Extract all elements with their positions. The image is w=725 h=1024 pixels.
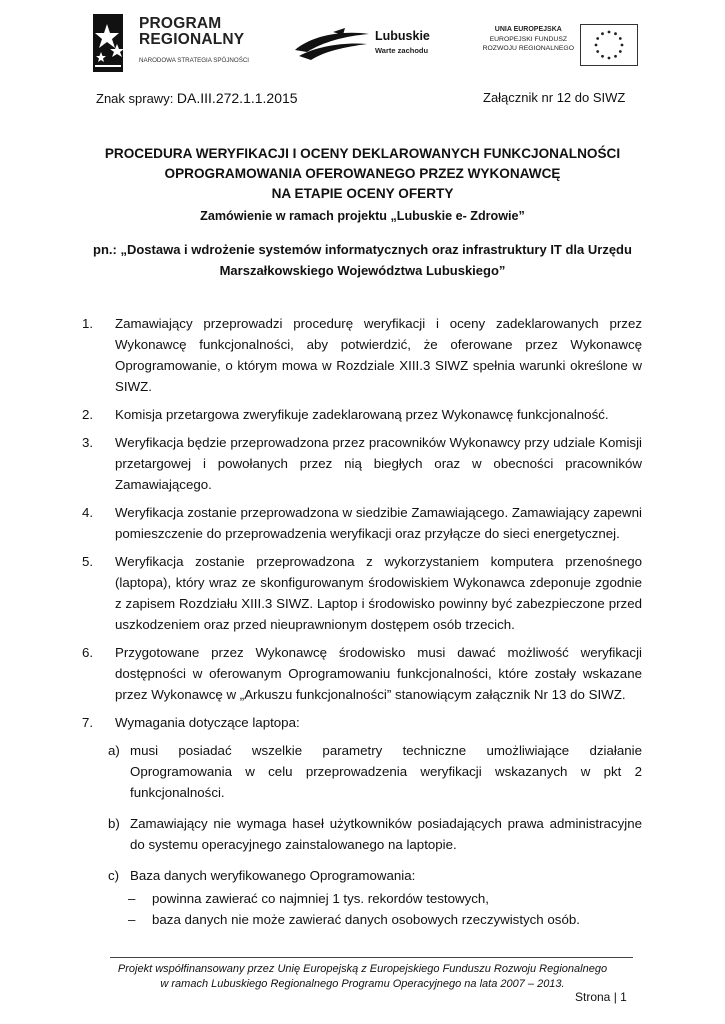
list-item-number: 4.: [82, 505, 94, 520]
list-item: [82, 502, 642, 544]
list-item-text: Weryfikacja będzie przeprowadzona przez pracowników Wykonawcy przy udziale Komisji przetargowej i powołanych przez nią biegłych oraz w obecności pracowników Zamawiającego.: [115, 435, 642, 492]
eu-flag-icon: [580, 24, 638, 66]
eu-logo-line3: ROZWOJU REGIONALNEGO: [482, 45, 574, 52]
list-item-number: 1.: [82, 316, 94, 331]
footer-line-1: Projekt współfinansowany przez Unię Europejską z Europejskiego Funduszu Rozwoju Regionalnego: [117, 963, 608, 975]
sub-item-text: musi posiadać wszelkie parametry techniczne umożliwiające działanie Oprogramowania w celu przeprowadzenia weryfikacji wskazanych w pkt 2 funkcjonalności.: [130, 743, 642, 800]
list-item: [82, 404, 642, 425]
program-logo-line1: PROGRAM: [139, 15, 222, 32]
list-item: [82, 313, 642, 397]
title-line-2: OPROGRAMOWANIA OFEROWANEGO PRZEZ WYKONAWCĘ: [164, 166, 561, 181]
list-item-number: 5.: [82, 554, 94, 569]
program-regionalny-logo: [93, 14, 273, 74]
lubuskie-swoosh-icon: [293, 28, 371, 64]
sub-item-text: Baza danych weryfikowanego Oprogramowania:: [130, 868, 416, 883]
list-item-text: Weryfikacja zostanie przeprowadzona z wykorzystaniem komputera przenośnego (laptopa), który wraz ze skonfigurowanym środowiskiem Wykonawca zdeponuje zgodnie z zapisem Rozdziału XIII.3 SIWZ. Laptop i środowisko powinny być zabezpieczone przed uszkodzeniem oraz przed nieuprawnionym dostępem osób trzecich.: [115, 554, 642, 632]
dash-item-text: baza danych nie może zawierać danych osobowych rzeczywistych osób.: [152, 912, 580, 927]
program-logo-line2: REGIONALNY: [139, 31, 245, 48]
list-item-number: 2.: [82, 407, 94, 422]
list-item: [82, 642, 642, 705]
lubuskie-logo: [293, 24, 443, 70]
list-item-number: 6.: [82, 645, 94, 660]
list-item-number: 3.: [82, 435, 94, 450]
list-item-text: Weryfikacja zostanie przeprowadzona w siedzibie Zamawiającego. Zamawiający zapewni pomieszczenie do przeprowadzenia weryfikacji oraz przyłącze do sieci energetycznej.: [115, 505, 642, 541]
sub-item: [82, 740, 642, 803]
title-line-4: Zamówienie w ramach projektu „Lubuskie e- Zdrowie”: [200, 209, 525, 223]
sub-item-text: Zamawiający nie wymaga haseł użytkowników posiadających prawa administracyjne do systemu operacyjnego zainstalowanego na laptopie.: [130, 816, 642, 852]
program-regionalny-emblem-icon: [93, 14, 133, 72]
sub-item-letter: b): [108, 816, 120, 831]
footer-line-2: w ramach Lubuskiego Regionalnego Programu Operacyjnego na lata 2007 – 2013.: [160, 978, 565, 990]
dash-item-text: powinna zawierać co najmniej 1 tys. rekordów testowych,: [152, 891, 490, 906]
footer-divider: [110, 957, 633, 958]
title-line-3: NA ETAPIE OCENY OFERTY: [271, 186, 454, 201]
list-item: [82, 432, 642, 495]
list-item-number: 7.: [82, 715, 94, 730]
attachment-reference: Załącznik nr 12 do SIWZ: [483, 90, 626, 105]
title-line-5: pn.: „Dostawa i wdrożenie systemów informatycznych oraz infrastruktury IT dla Urzędu: [93, 242, 632, 257]
sub-item-letter: c): [108, 868, 120, 883]
lubuskie-logo-tagline: Warte zachodu: [375, 46, 429, 55]
title-line-6: Marszałkowskiego Województwa Lubuskiego”: [219, 263, 506, 278]
case-reference-label: Znak sprawy:: [96, 91, 177, 106]
eu-logo-line1: UNIA EUROPEJSKA: [494, 26, 562, 33]
list-item: [82, 712, 642, 733]
program-logo-subtitle: NARODOWA STRATEGIA SPÓJNOŚCI: [139, 57, 250, 64]
procedure-list: [82, 313, 642, 930]
eu-logo-line2: EUROPEJSKI FUNDUSZ: [489, 35, 568, 43]
title-line-1: PROCEDURA WERYFIKACJI I OCENY DEKLAROWANYCH FUNKCJONALNOŚCI: [104, 146, 621, 161]
list-item-text: Wymagania dotyczące laptopa:: [115, 715, 300, 730]
sub-item: [82, 813, 642, 855]
page-number: Strona | 1: [575, 990, 627, 1004]
footer-note: [80, 962, 645, 992]
list-item-text: Przygotowane przez Wykonawcę środowisko musi dawać możliwość weryfikacji dostępności w oferowanym Oprogramowaniu funkcjonalności, które zostały wskazane przez Wykonawcę w „Arkuszu funkcjonalności” stanowiącym załącznik Nr 13 do SIWZ.: [115, 645, 642, 702]
case-reference-number: DA.III.272.1.1.2015: [176, 90, 298, 106]
eu-logo: [470, 24, 638, 68]
sub-item: [82, 865, 642, 886]
case-reference: [96, 90, 298, 106]
dash-bullet: –: [128, 891, 136, 906]
list-item: [82, 551, 642, 635]
dash-bullet: –: [128, 912, 136, 927]
list-item-text: Zamawiający przeprowadzi procedurę weryfikacji i oceny zadeklarowanych przez Wykonawcę funkcjonalności, aby potwierdzić, że oferowane przez Wykonawcę Oprogramowanie, o którym mowa w Rozdziale XIII.3 SIWZ spełnia warunki określone w SIWZ.: [115, 316, 642, 394]
dash-item: [82, 909, 642, 930]
sub-item-letter: a): [108, 743, 120, 758]
list-item-text: Komisja przetargowa zweryfikuje zadeklarowaną przez Wykonawcę funkcjonalność.: [115, 407, 609, 422]
lubuskie-logo-name: Lubuskie: [375, 29, 430, 43]
dash-item: [82, 888, 642, 909]
